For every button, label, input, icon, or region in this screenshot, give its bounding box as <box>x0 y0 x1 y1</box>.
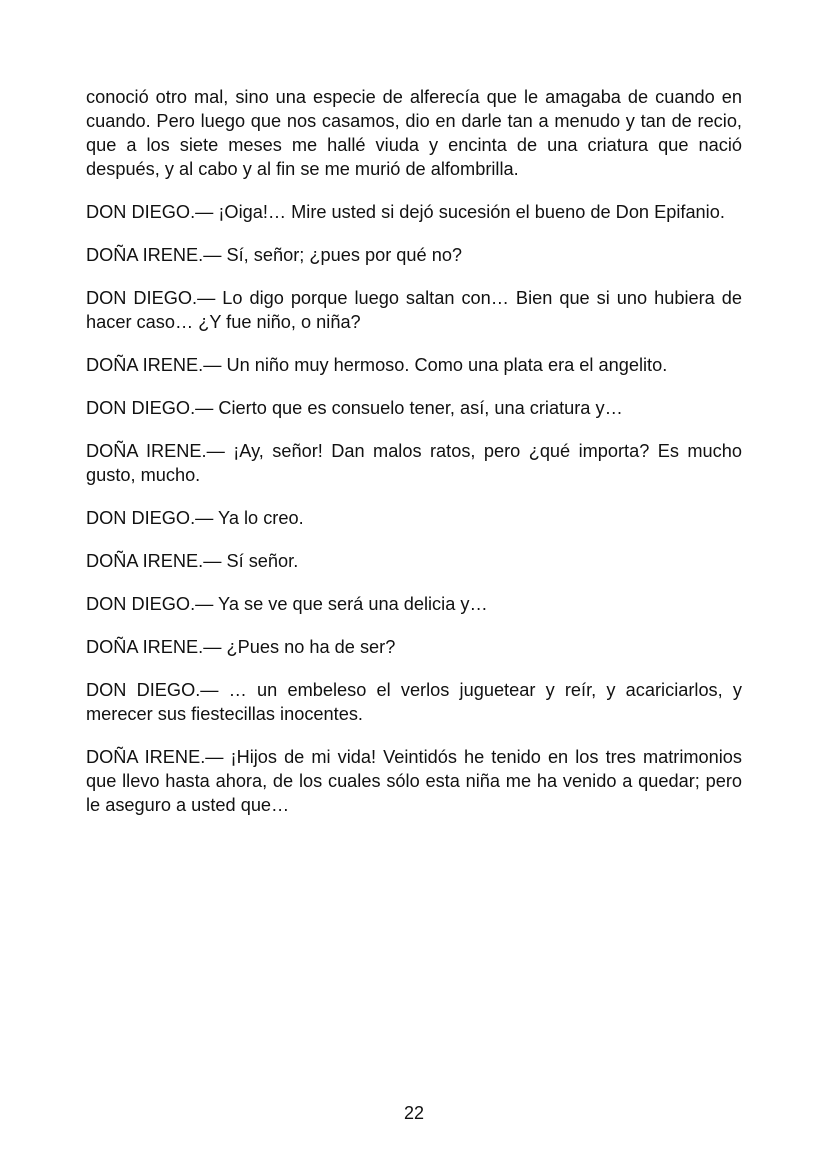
paragraph-narrative: conoció otro mal, sino una especie de alferecía que le amagaba de cuando en cuando. Pero luego que nos casamos, dio en darle tan a menudo y tan de recio, que a los siete meses me hallé viuda y encinta de una criatura que nació después, y al cabo y al fin se me murió de alfombrilla. <box>86 87 742 179</box>
dialogue-dona-irene: DOÑA IRENE.— ¿Pues no ha de ser? <box>86 637 396 657</box>
dialogue-dona-irene: DOÑA IRENE.— Un niño muy hermoso. Como una plata era el angelito. <box>86 355 668 375</box>
dialogue-don-diego: DON DIEGO.— ¡Oiga!… Mire usted si dejó sucesión el bueno de Don Epifanio. <box>86 202 725 222</box>
dialogue-dona-irene: DOÑA IRENE.— ¡Ay, señor! Dan malos ratos, pero ¿qué importa? Es mucho gusto, mucho. <box>86 441 742 485</box>
dialogue-don-diego: DON DIEGO.— Cierto que es consuelo tener, así, una criatura y… <box>86 398 623 418</box>
page-number: 22 <box>403 1103 425 1123</box>
dialogue-don-diego: DON DIEGO.— … un embeleso el verlos juguetear y reír, y acariciarlos, y merecer sus fiestecillas inocentes. <box>86 680 742 724</box>
dialogue-don-diego: DON DIEGO.— Lo digo porque luego saltan con… Bien que si uno hubiera de hacer caso… ¿Y fue niño, o niña? <box>86 288 742 332</box>
dialogue-dona-irene: DOÑA IRENE.— ¡Hijos de mi vida! Veintidós he tenido en los tres matrimonios que llevo hasta ahora, de los cuales sólo esta niña me ha venido a quedar; pero le aseguro a usted que… <box>86 747 742 815</box>
page-body <box>86 85 742 836</box>
dialogue-dona-irene: DOÑA IRENE.— Sí, señor; ¿pues por qué no? <box>86 245 463 265</box>
dialogue-don-diego: DON DIEGO.— Ya se ve que será una delicia y… <box>86 594 488 614</box>
dialogue-don-diego: DON DIEGO.— Ya lo creo. <box>86 508 304 528</box>
dialogue-dona-irene: DOÑA IRENE.— Sí señor. <box>86 551 299 571</box>
